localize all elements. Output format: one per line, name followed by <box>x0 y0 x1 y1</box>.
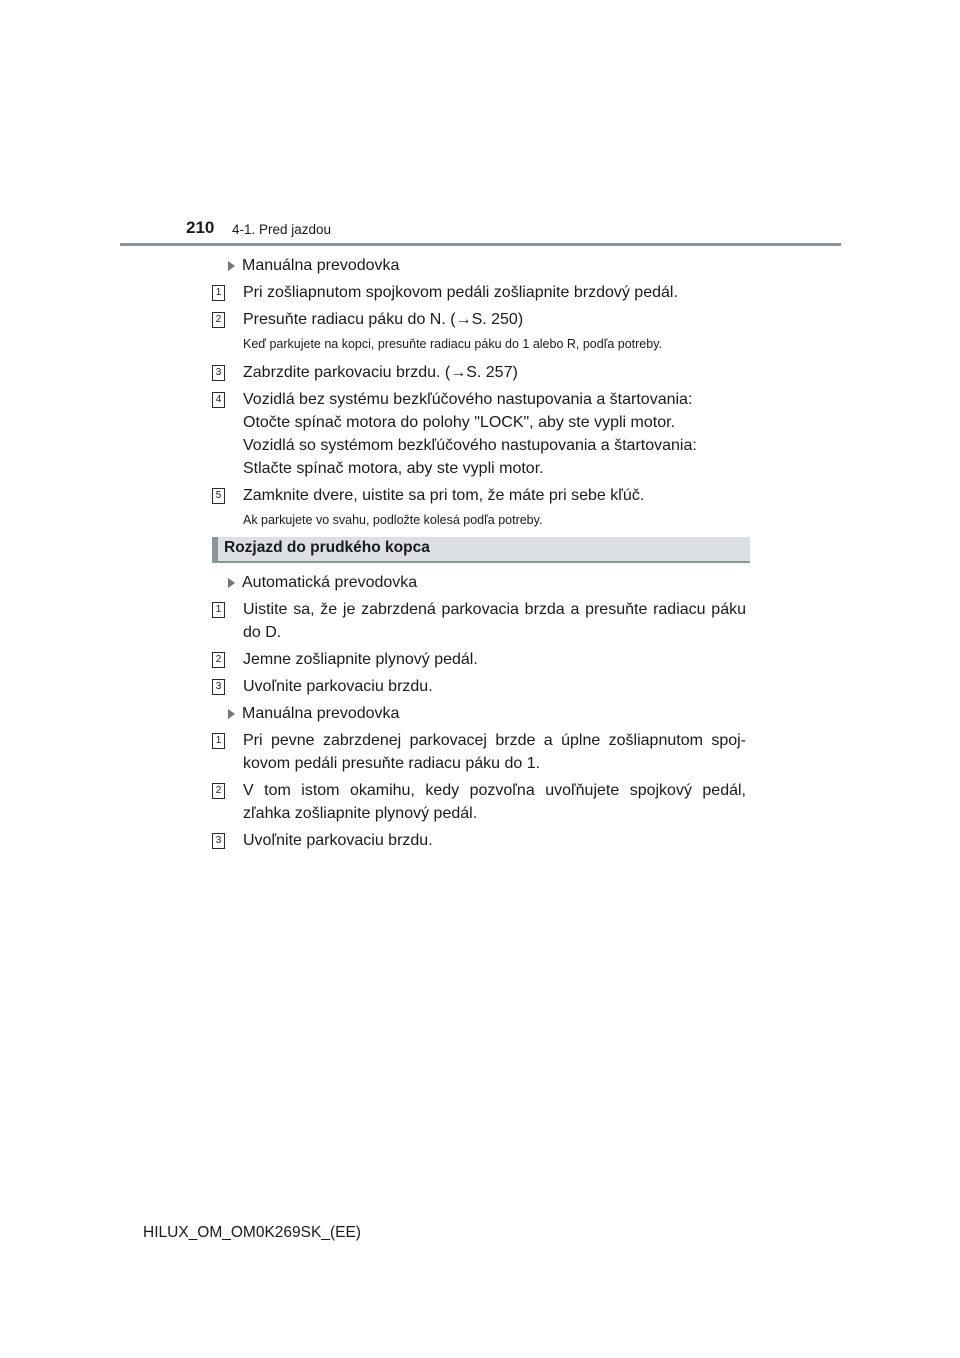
step-number-badge: 1 <box>212 602 225 618</box>
step-3 <box>212 829 746 852</box>
step-note: Keď parkujete na kopci, presuňte radiacu páku do 1 alebo R, podľa potreby. <box>243 337 663 351</box>
step-text-line: Otočte spínač motora do polohy "LOCK", aby ste vypli motor. <box>243 414 676 431</box>
step-1 <box>212 281 746 304</box>
step-1 <box>212 598 746 644</box>
triangle-bullet-icon <box>228 261 235 271</box>
step-text: Pri pevne zabrzdenej parkovacej brzde a úplne zošliapnutom spojkovom pedáli presuňte radiacu páku do 1. <box>243 732 746 772</box>
subheading-text: Manuálna prevodovka <box>242 705 400 722</box>
step-5 <box>212 484 746 507</box>
step-text: Zamknite dvere, uistite sa pri tom, že máte pri sebe kľúč. <box>243 487 645 504</box>
triangle-bullet-icon <box>228 578 235 588</box>
subheading-manual-transmission <box>212 702 746 725</box>
subheading-automatic-transmission <box>212 571 746 594</box>
step-3 <box>212 361 746 384</box>
section-heading-band <box>212 537 750 563</box>
step-text: Pri zošliapnutom spojkovom pedáli zošliapnite brzdový pedál. <box>243 284 678 301</box>
subheading-text: Manuálna prevodovka <box>242 257 400 274</box>
step-2 <box>212 779 746 825</box>
page-number: 210 <box>186 218 215 237</box>
step-number-badge: 5 <box>212 488 225 504</box>
page-content <box>212 254 746 856</box>
step-text-line: Vozidlá bez systému bezkľúčového nastupovania a štartovania: <box>243 391 693 408</box>
triangle-bullet-icon <box>228 709 235 719</box>
step-text: Zabrzdite parkovaciu brzdu. (→S. 257) <box>243 364 518 381</box>
step-4 <box>212 388 746 480</box>
section-heading-bar <box>212 537 218 561</box>
step-number-badge: 2 <box>212 312 225 328</box>
subheading-text: Automatická prevodovka <box>242 574 418 591</box>
section-label: 4-1. Pred jazdou <box>232 222 332 237</box>
step-2 <box>212 308 746 331</box>
step-number-badge: 2 <box>212 783 225 799</box>
step-number-badge: 1 <box>212 733 225 749</box>
footer-document-code: HILUX_OM_OM0K269SK_(EE) <box>143 1224 361 1241</box>
step-text-line: Stlačte spínač motora, aby ste vypli motor. <box>243 460 544 477</box>
step-number-badge: 3 <box>212 833 225 849</box>
step-number-badge: 2 <box>212 652 225 668</box>
step-text-line: Vozidlá so systémom bezkľúčového nastupovania a štartovania: <box>243 437 697 454</box>
step-text: V tom istom okamihu, kedy pozvoľna uvoľňujete spojkový pedál, zľahka zošliapnite plynový pedál. <box>243 782 746 822</box>
step-number-badge: 3 <box>212 365 225 381</box>
header-rule <box>120 243 841 246</box>
step-number-badge: 4 <box>212 392 225 408</box>
subheading-manual-transmission <box>212 254 746 277</box>
step-note: Ak parkujete vo svahu, podložte kolesá podľa potreby. <box>243 513 543 527</box>
section-heading-title: Rozjazd do prudkého kopca <box>224 539 430 556</box>
step-text: Jemne zošliapnite plynový pedál. <box>243 651 478 668</box>
step-text: Presuňte radiacu páku do N. (→S. 250) <box>243 311 524 328</box>
step-1 <box>212 729 746 775</box>
step-text: Uistite sa, že je zabrzdená parkovacia brzda a presuňte radiacu páku do D. <box>243 601 746 641</box>
step-number-badge: 1 <box>212 285 225 301</box>
step-text: Uvoľnite parkovaciu brzdu. <box>243 832 433 849</box>
step-number-badge: 3 <box>212 679 225 695</box>
step-2 <box>212 648 746 671</box>
step-text: Uvoľnite parkovaciu brzdu. <box>243 678 433 695</box>
step-3 <box>212 675 746 698</box>
